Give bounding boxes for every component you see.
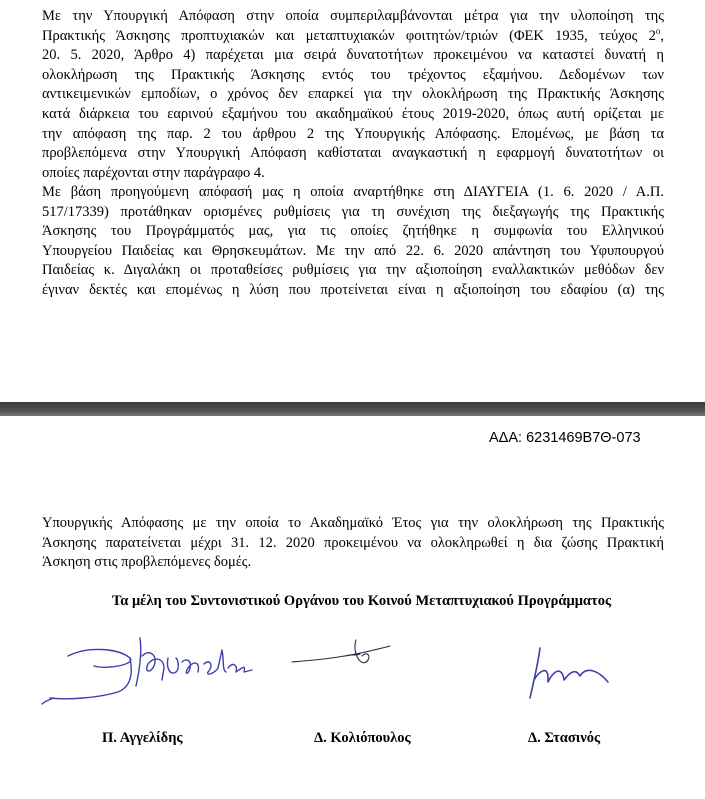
paragraph-3 <box>42 514 664 573</box>
paragraph-2 <box>42 183 664 301</box>
paragraph-1-line: αντικειμενικών εμποδίων, ο χρόνος δεν επαρκεί για την ολοκλήρωση της Πρακτικής Άσκησης <box>42 86 664 103</box>
signatory-name: Δ. Κολιόπουλος <box>314 730 411 746</box>
paragraph-2-line: Υπουργείου Παιδείας και Θρησκευμάτων. Με την από 22. 6. 2020 απάντηση του Υφυπουργού <box>42 242 664 259</box>
signatory-name: Δ. Στασινός <box>528 730 601 746</box>
paragraph-1-line: κατά διάρκεια του εαρινού εξαμήνου του ακαδημαϊκού έτους 2019-2020, όπως αυτή ορίζεται με <box>42 105 664 122</box>
signature-koliopoulos <box>286 632 398 672</box>
page-separator <box>0 402 705 416</box>
paragraph-2-line: 517/17339) προτάθηκαν ορισμένες ρυθμίσεις για τη συνέχιση της διεξαγωγής της Πρακτικής <box>42 203 664 220</box>
paragraph-1 <box>42 7 664 183</box>
signature-stasinos <box>524 644 614 702</box>
signature-angelidis <box>38 628 258 708</box>
paragraph-2-line: Άσκησης του Προγράμματός μας, για τις οποίες ζητήθηκε η συμφωνία του Ελληνικού <box>42 223 664 240</box>
paragraph-1-line: την απόφαση της παρ. 2 του άρθρου 2 της Υπουργικής Απόφασης. Επομένως, με βάση τα <box>42 125 664 142</box>
paragraph-3-line: Άσκηση στις προβλεπόμενες δομές. <box>42 554 252 571</box>
paragraph-1-line: Πρακτικής Άσκησης προπτυχιακών και μεταπτυχιακών φοιτητών/τριών (ΦΕΚ 1935, τεύχος $2^o$, <box>42 25 664 44</box>
paragraph-1-line: οποίες παρέχονται στην παράγραφο 4. <box>42 164 265 181</box>
committee-heading: Τα μέλη του Συντονιστικού Οργάνου του Κοινού Μεταπτυχιακού Προγράμματος <box>111 593 612 609</box>
paragraph-1-line: ολοκλήρωση της Πρακτικής Άσκησης εντός του τρέχοντος εξαμήνου. Δεδομένων των <box>42 66 664 83</box>
signatory-name: Π. Αγγελίδης <box>102 730 183 746</box>
paragraph-1-line: Με την Υπουργική Απόφαση στην οποία συμπεριλαμβάνονται μέτρα για την υλοποίηση της <box>42 8 664 24</box>
paragraph-2-line: Με βάση προηγούμενη απόφασή μας η οποία αναρτήθηκε στη ΔΙΑΥΓΕΙΑ (1. 6. 2020 / Α.Π. <box>42 184 664 200</box>
paragraph-2-line: έγιναν δεκτές και επομένως η λύση που προτείνεται είναι η αξιοποίηση του εδαφίου (α) της <box>42 281 664 298</box>
paragraph-3-line: Υπουργικής Απόφασης με την οποία το Ακαδημαϊκό Έτος για την ολοκλήρωση της Πρακτικής <box>42 515 664 531</box>
paragraph-1-line: προβλεπόμενα στην Υπουργική Απόφαση καθίσταται αναγκαστική η εφαρμογή δυνατοτήτων οι <box>42 145 664 162</box>
paragraph-2-line: Παιδείας κ. Διγαλάκη οι προταθείσες ρυθμίσεις για την αξιοποίηση εναλλακτικών μεθόδων δεν <box>42 262 664 279</box>
paragraph-3-line: Άσκησης παρατείνεται μέχρι 31. 12. 2020 προκειμένου να ολοκληρωθεί η δια ζώσης Πρακτική <box>42 534 664 551</box>
ada-label: ΑΔΑ: 6231469Β7Θ-073 <box>489 430 641 446</box>
paragraph-1-line: 20. 5. 2020, Άρθρο 4) παρέχεται μια σειρά δυνατοτήτων προκειμένου να καταστεί δυνατή η <box>42 47 664 64</box>
